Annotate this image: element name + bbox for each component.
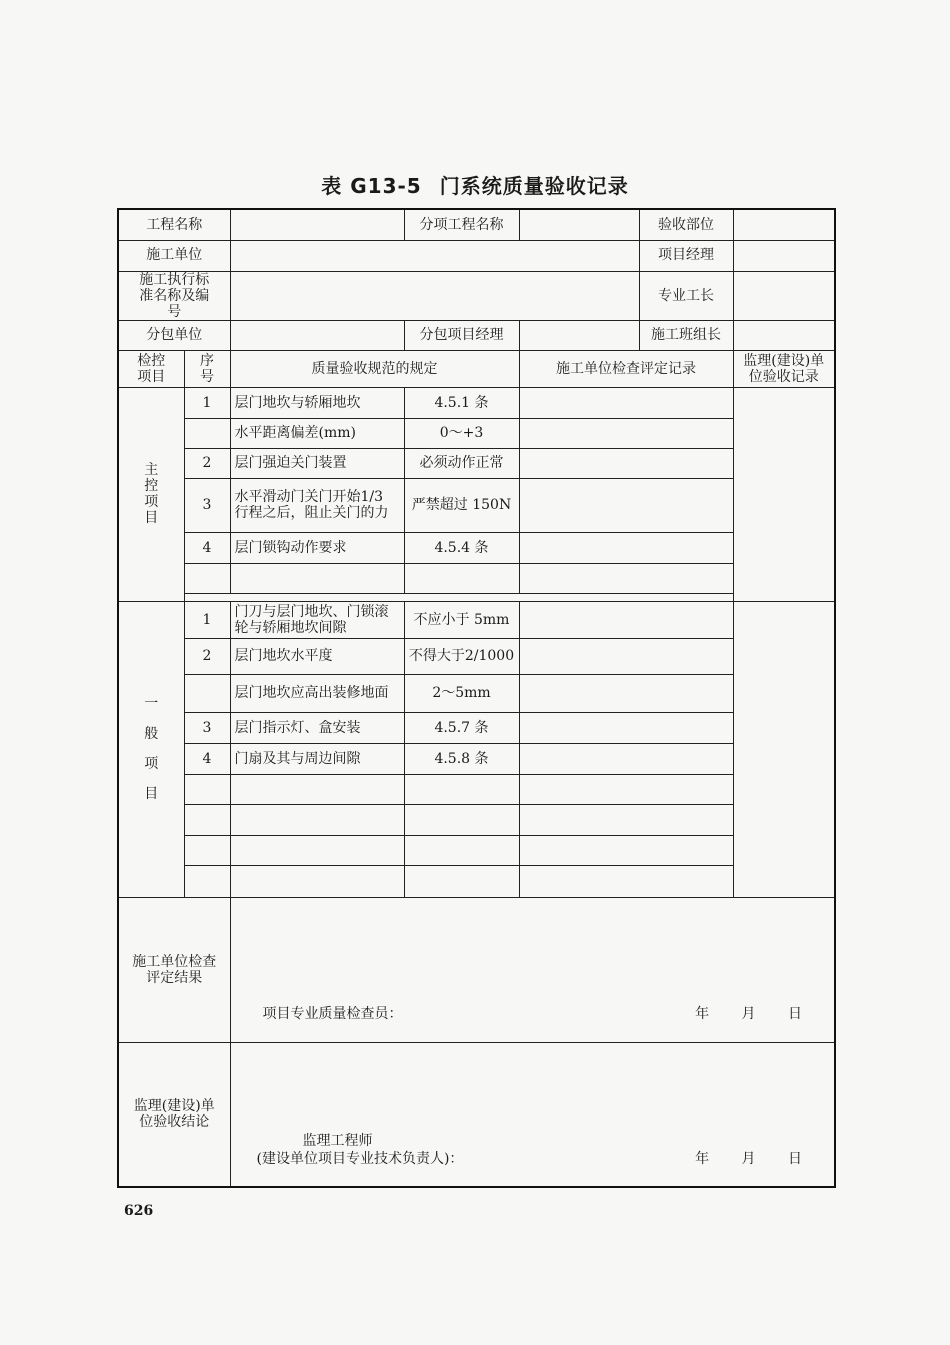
specialty-foreman-field[interactable] xyxy=(733,271,835,320)
item-cell xyxy=(230,804,404,835)
req-cell: 4.5.7 条 xyxy=(404,712,519,743)
construction-result-cell[interactable] xyxy=(230,897,835,1042)
record-cell[interactable] xyxy=(519,563,733,593)
item-cell: 层门地坎水平度 xyxy=(230,638,404,674)
seq-cell: 4 xyxy=(184,532,230,563)
req-cell: 4.5.8 条 xyxy=(404,743,519,774)
project-name-field[interactable] xyxy=(230,209,404,240)
general-label-char: 目 xyxy=(144,786,159,803)
record-cell[interactable] xyxy=(519,601,733,638)
general-label-char: 项 xyxy=(144,756,159,773)
record-cell[interactable] xyxy=(519,418,733,448)
table-row xyxy=(118,804,835,835)
table-row xyxy=(118,418,835,448)
item-cell: 层门强迫关门装置 xyxy=(230,448,404,478)
seq-cell xyxy=(184,804,230,835)
specialty-foreman-label: 专业工长 xyxy=(639,271,733,320)
item-cell: 层门锁钩动作要求 xyxy=(230,532,404,563)
item-cell: 水平距离偏差(mm) xyxy=(230,418,404,448)
main-items-label: 主控项目 xyxy=(118,387,184,601)
seq-cell xyxy=(184,865,230,897)
req-cell: 4.5.4 条 xyxy=(404,532,519,563)
seq-cell: 3 xyxy=(184,478,230,532)
standard-name-field[interactable] xyxy=(230,271,639,320)
record-cell[interactable] xyxy=(519,712,733,743)
team-leader-label: 施工班组长 xyxy=(639,320,733,350)
req-cell xyxy=(404,865,519,897)
record-cell[interactable] xyxy=(519,532,733,563)
seq-cell: 2 xyxy=(184,638,230,674)
supervision-result-cell[interactable] xyxy=(230,1042,835,1187)
table-row xyxy=(118,563,835,593)
acceptance-part-field[interactable] xyxy=(733,209,835,240)
spacer-cell xyxy=(184,593,733,601)
req-cell: 不应小于 5mm xyxy=(404,601,519,638)
record-cell[interactable] xyxy=(519,638,733,674)
quality-inspector-label: 项目专业质量检查员： xyxy=(262,1005,403,1022)
record-cell[interactable] xyxy=(519,865,733,897)
req-cell xyxy=(404,563,519,593)
construction-result-label: 施工单位检查评定结果 xyxy=(118,897,230,1042)
table-row xyxy=(118,478,835,532)
seq-cell: 3 xyxy=(184,712,230,743)
req-cell xyxy=(404,804,519,835)
item-cell: 层门地坎与轿厢地坎 xyxy=(230,387,404,418)
table-row xyxy=(118,532,835,563)
supervision-date: 年 月 日 xyxy=(695,1150,816,1167)
req-cell xyxy=(404,835,519,865)
record-cell[interactable] xyxy=(519,387,733,418)
item-cell: 层门地坎应高出装修地面 xyxy=(230,674,404,712)
seq-cell xyxy=(184,563,230,593)
subproject-name-label: 分项工程名称 xyxy=(404,209,519,240)
general-label-char: 般 xyxy=(144,726,159,743)
general-label-char: 一 xyxy=(144,696,159,713)
table-row xyxy=(118,865,835,897)
item-cell xyxy=(230,835,404,865)
general-items-label xyxy=(118,601,184,897)
record-cell[interactable] xyxy=(519,804,733,835)
table-row xyxy=(118,674,835,712)
supervision-general-cell[interactable] xyxy=(733,601,835,897)
spec-header: 质量验收规范的规定 xyxy=(230,350,519,387)
table-row xyxy=(118,448,835,478)
item-cell: 水平滑动门关门开始1/3 行程之后，阻止关门的力 xyxy=(230,478,404,532)
seq-cell: 4 xyxy=(184,743,230,774)
seq-header: 序号 xyxy=(184,350,230,387)
record-cell[interactable] xyxy=(519,478,733,532)
item-cell: 门扇及其与周边间隙 xyxy=(230,743,404,774)
supervision-main-cell[interactable] xyxy=(733,387,835,601)
item-cell xyxy=(230,774,404,804)
req-cell: 不得大于2/1000 xyxy=(404,638,519,674)
project-manager-label: 项目经理 xyxy=(639,240,733,271)
subproject-name-field[interactable] xyxy=(519,209,639,240)
table-row xyxy=(118,601,835,638)
item-cell xyxy=(230,563,404,593)
construction-date: 年 月 日 xyxy=(695,1005,816,1022)
record-cell[interactable] xyxy=(519,743,733,774)
item-cell xyxy=(230,865,404,897)
record-cell[interactable] xyxy=(519,448,733,478)
team-leader-field[interactable] xyxy=(733,320,835,350)
table-row xyxy=(118,593,835,601)
item-type-header: 检控项目 xyxy=(118,350,184,387)
table-row xyxy=(118,638,835,674)
project-manager-field[interactable] xyxy=(733,240,835,271)
acceptance-part-label: 验收部位 xyxy=(639,209,733,240)
acceptance-form xyxy=(117,208,836,1188)
table-row xyxy=(118,712,835,743)
subcontract-unit-label: 分包单位 xyxy=(118,320,230,350)
subcontract-manager-field[interactable] xyxy=(519,320,639,350)
project-name-label: 工程名称 xyxy=(118,209,230,240)
seq-cell xyxy=(184,418,230,448)
table-row xyxy=(118,743,835,774)
seq-cell xyxy=(184,774,230,804)
req-cell: 2～5mm xyxy=(404,674,519,712)
req-cell: 必须动作正常 xyxy=(404,448,519,478)
seq-cell: 1 xyxy=(184,601,230,638)
table-name: 门系统质量验收记录 xyxy=(439,174,629,198)
standard-name-label: 施工执行标准名称及编号 xyxy=(118,271,230,320)
construction-unit-label: 施工单位 xyxy=(118,240,230,271)
req-cell: 严禁超过 150N xyxy=(404,478,519,532)
table-row xyxy=(118,387,835,418)
supervision-result-label: 监理(建设)单位验收结论 xyxy=(118,1042,230,1187)
subcontract-unit-field[interactable] xyxy=(230,320,404,350)
record-cell[interactable] xyxy=(519,774,733,804)
req-cell: 0～+3 xyxy=(404,418,519,448)
req-cell xyxy=(404,774,519,804)
seq-cell: 2 xyxy=(184,448,230,478)
construction-record-header: 施工单位检查评定记录 xyxy=(519,350,733,387)
req-cell: 4.5.1 条 xyxy=(404,387,519,418)
item-cell: 门刀与层门地坎、门锁滚轮与轿厢地坎间隙 xyxy=(230,601,404,638)
table-row xyxy=(118,774,835,804)
table-row xyxy=(118,835,835,865)
table-code: 表 G13-5 xyxy=(321,174,422,198)
page-title xyxy=(0,170,950,199)
construction-unit-field[interactable] xyxy=(230,240,639,271)
seq-cell xyxy=(184,835,230,865)
supervision-engineer-label: 监理工程师 xyxy=(302,1132,373,1149)
subcontract-manager-label: 分包项目经理 xyxy=(404,320,519,350)
supervision-engineer-note: (建设单位项目专业技术负责人)： xyxy=(256,1150,464,1167)
supervision-record-header: 监理(建设)单位验收记录 xyxy=(733,350,835,387)
item-cell: 层门指示灯、盒安装 xyxy=(230,712,404,743)
record-cell[interactable] xyxy=(519,835,733,865)
seq-cell: 1 xyxy=(184,387,230,418)
record-cell[interactable] xyxy=(519,674,733,712)
seq-cell xyxy=(184,674,230,712)
page-number: 626 xyxy=(124,1203,154,1219)
